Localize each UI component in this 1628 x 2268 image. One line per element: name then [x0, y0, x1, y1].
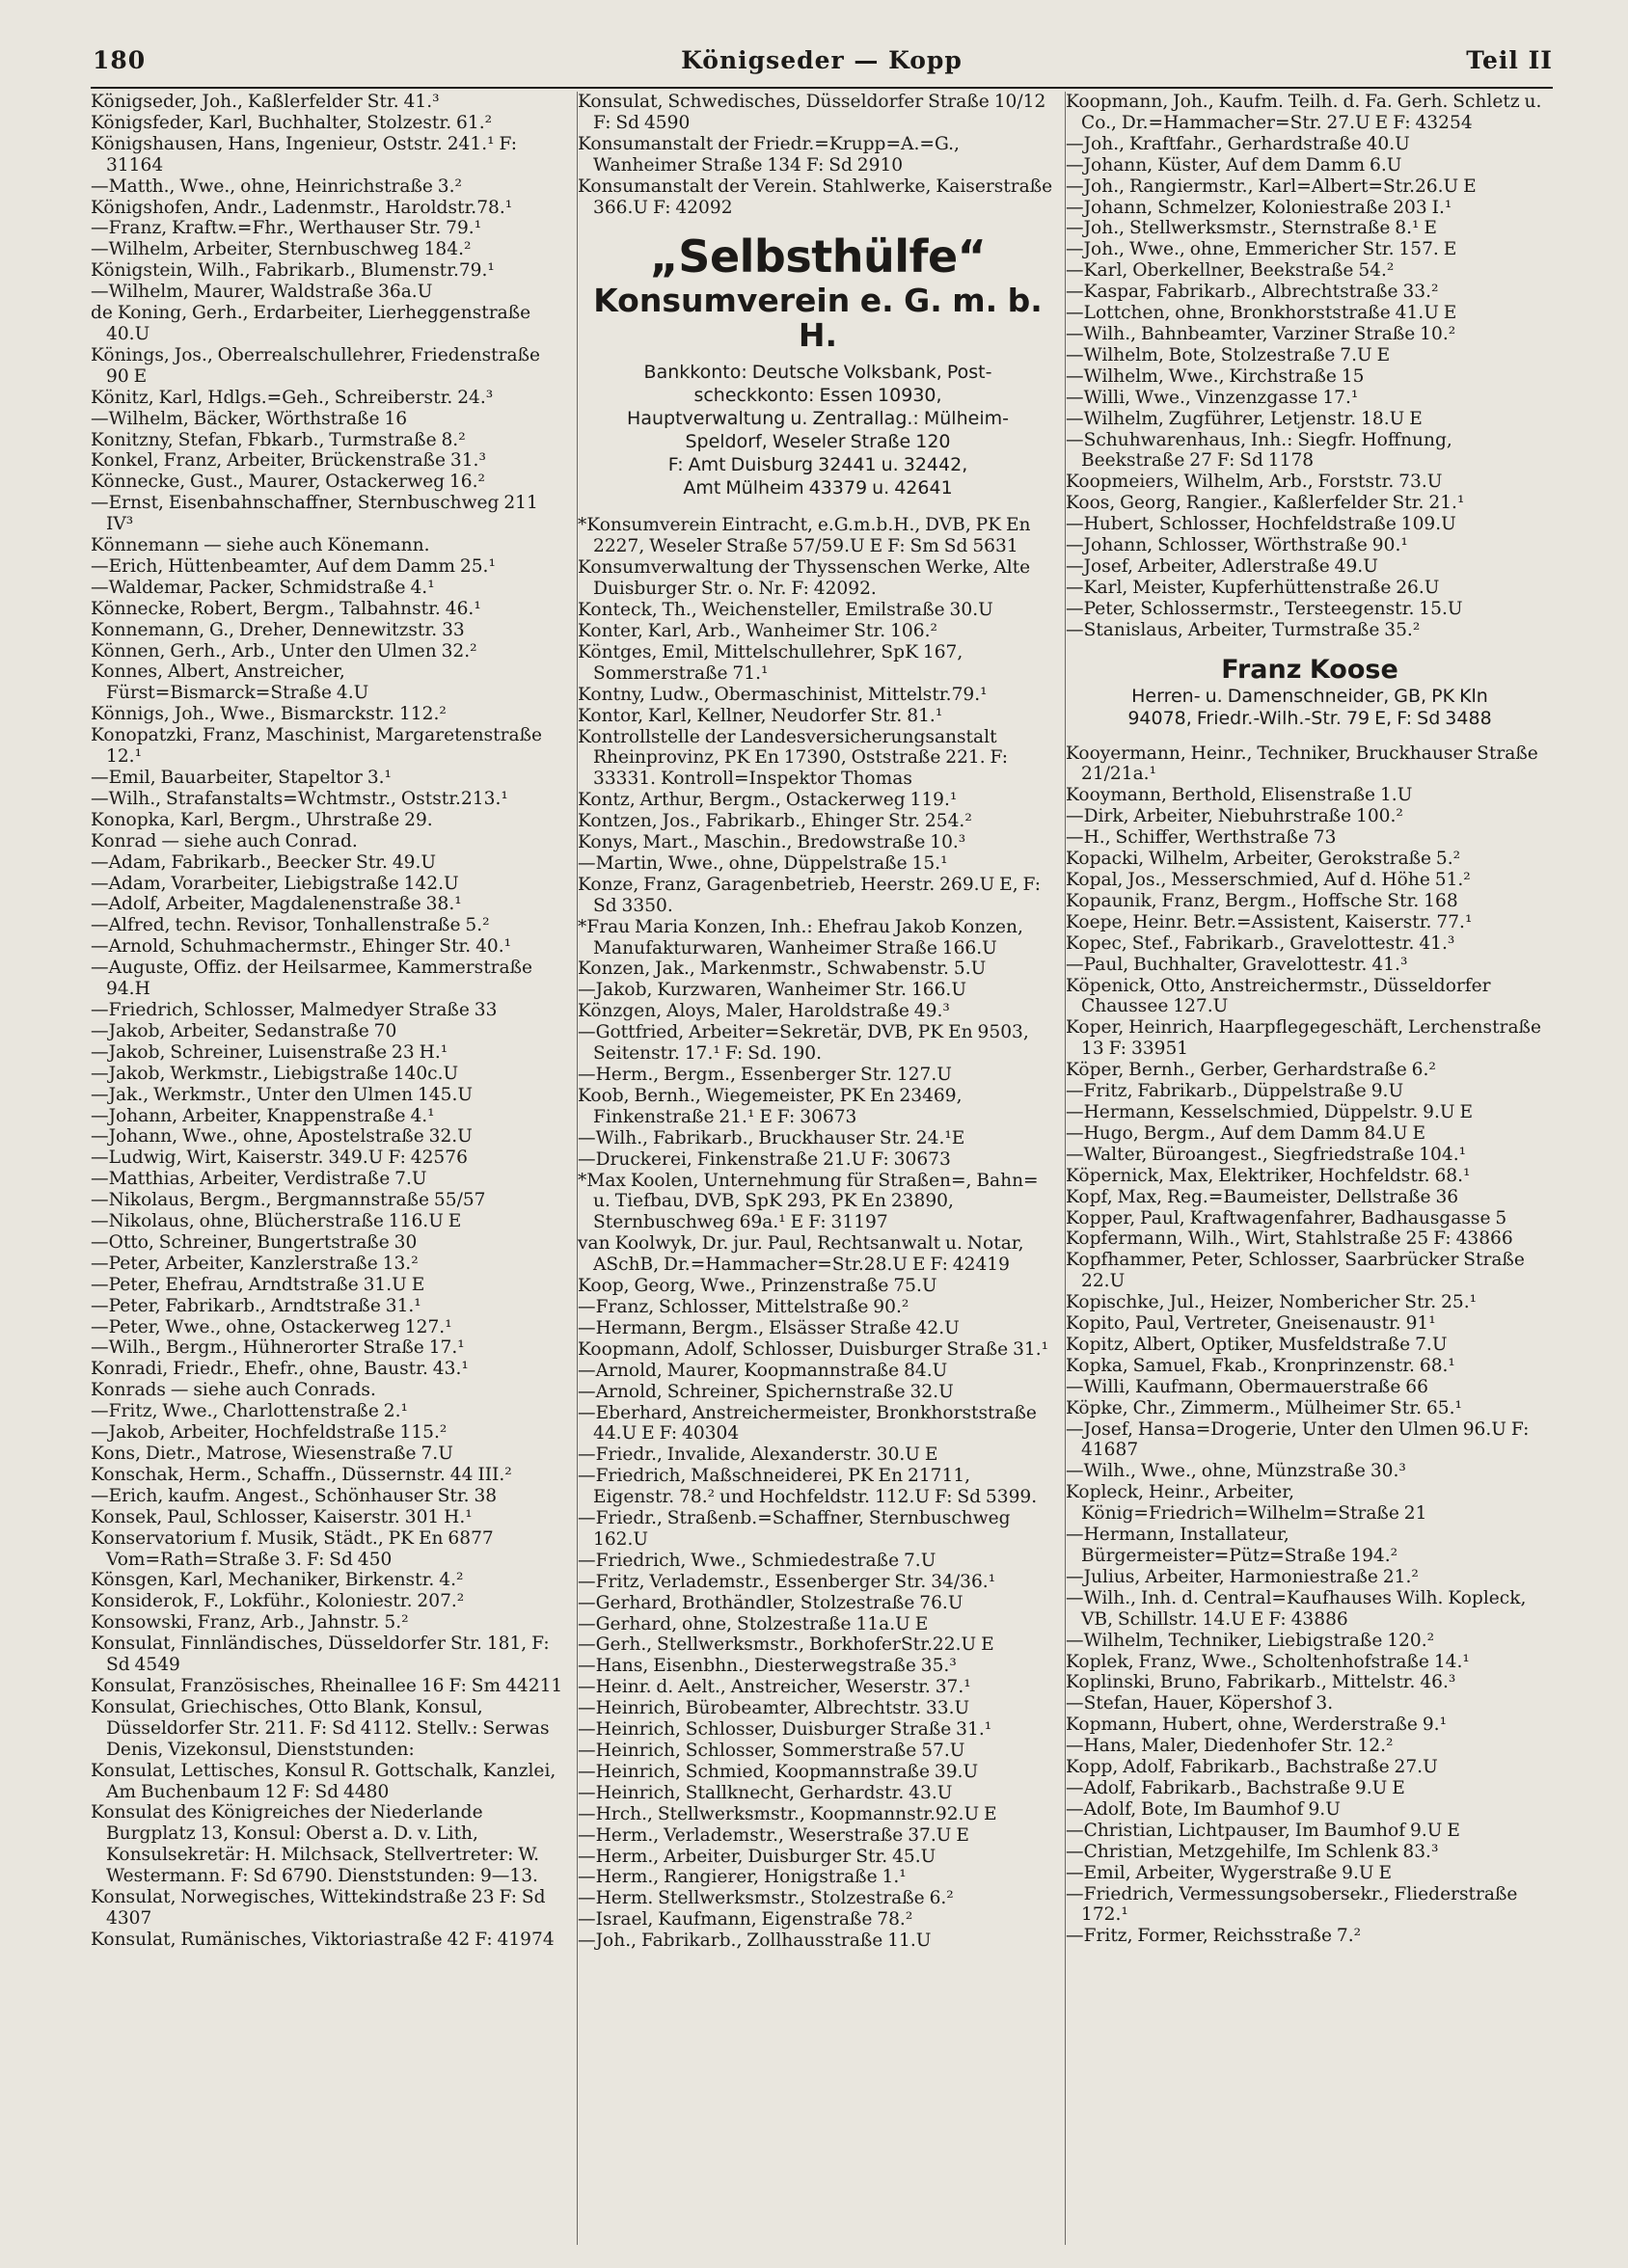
directory-entry: Koopmeiers, Wilhelm, Arb., Forststr. 73.U [1066, 472, 1443, 493]
directory-entry: Könings, Jos., Oberrealschullehrer, Friedenstraße 90 E [91, 344, 541, 387]
directory-entry: —Stefan, Hauer, Köpershof 3. [1066, 1693, 1334, 1714]
directory-entry: —Wilh., Bahnbeamter, Varziner Straße 10.² [1066, 323, 1456, 344]
directory-entry: Köpernick, Max, Elektriker, Hochfeldstr. 68.¹ [1066, 1165, 1471, 1186]
directory-entry: —Herm., Bergm., Essenberger Str. 127.U [578, 1065, 952, 1085]
directory-entry: —Nikolaus, Bergm., Bergmannstraße 55/57 [91, 1190, 486, 1211]
directory-entry: —Otto, Schreiner, Bungertstraße 30 [91, 1231, 418, 1253]
directory-entry: —Peter, Schlossermstr., Tersteegenstr. 15.U [1066, 598, 1463, 619]
column-3-top-entries [1066, 92, 1554, 641]
directory-entry: Kopaunik, Franz, Bergm., Hoffsche Str. 168 [1066, 890, 1458, 911]
advert-line: Bankkonto: Deutsche Volksbank, Post- [643, 362, 992, 384]
directory-entry: —Erich, Hüttenbeamter, Auf dem Damm 25.¹ [91, 555, 496, 577]
directory-entry: —Hermann, Bergm., Elsässer Straße 42.U [578, 1317, 960, 1338]
directory-entry: Koepe, Heinr. Betr.=Assistent, Kaiserstr. 77.¹ [1066, 911, 1473, 932]
directory-entry: —Peter, Arbeiter, Kanzlerstraße 13.² [91, 1253, 419, 1274]
directory-entry: Konsumanstalt der Verein. Stahlwerke, Kaiserstraße 366.U F: 42092 [578, 176, 1053, 218]
directory-entry: Königsfeder, Karl, Buchhalter, Stolzestr. 61.² [91, 112, 493, 133]
directory-entry: Koplek, Franz, Wwe., Scholtenhofstraße 14.¹ [1066, 1651, 1470, 1672]
directory-entry: Konsulat, Schwedisches, Düsseldorfer Straße 10/12 F: Sd 4590 [578, 92, 1046, 133]
directory-entry: —Jak., Werkmstr., Unter den Ulmen 145.U [91, 1084, 474, 1105]
directory-entry: —Stanislaus, Arbeiter, Turmstraße 35.² [1066, 619, 1421, 640]
advert-line: Hauptverwaltung u. Zentrallag.: Mülheim- [627, 408, 1009, 430]
directory-entry: Könnecke, Gust., Maurer, Ostackerweg 16.² [91, 472, 485, 493]
directory-entry: —Gottfried, Arbeiter=Sekretär, DVB, PK En 9503, Seitenstr. 17.¹ F: Sd. 190. [578, 1022, 1029, 1065]
directory-entry: —Hans, Eisenbhn., Diesterwegstraße 35.³ [578, 1656, 957, 1677]
directory-entry: —Hugo, Bergm., Auf dem Damm 84.U E [1066, 1122, 1426, 1144]
directory-entry: Konrad — siehe auch Conrad. [91, 830, 358, 851]
directory-entry: —Friedrich, Wwe., Schmiedestraße 7.U [578, 1550, 936, 1571]
directory-entry: —Auguste, Offiz. der Heilsarmee, Kammerstraße 94.H [91, 958, 533, 1000]
directory-entry: —Lottchen, ohne, Bronkhorststraße 41.U E [1066, 303, 1457, 324]
advert-details [1066, 686, 1554, 730]
directory-entry: Konsumanstalt der Friedr.=Krupp=A.=G., Wanheimer Straße 134 F: Sd 2910 [578, 133, 960, 176]
directory-entry: —Wilh., Bergm., Hühnerorter Straße 17.¹ [91, 1337, 465, 1359]
directory-entry: —Wilhelm, Maurer, Waldstraße 36a.U [91, 282, 433, 303]
directory-entry: —Herm., Verlademstr., Weserstraße 37.U E [578, 1824, 969, 1846]
directory-entry: —Arnold, Schuhmachermstr., Ehinger Str. 40.¹ [91, 936, 512, 958]
directory-entry: Köper, Bernh., Gerber, Gerhardstraße 6.² [1066, 1060, 1436, 1081]
directory-entry: Kopec, Stef., Fabrikarb., Gravelottestr. 41.³ [1066, 932, 1455, 954]
directory-entry: —Paul, Buchhalter, Gravelottestr. 41.³ [1066, 954, 1408, 975]
directory-entry: —Karl, Meister, Kupferhüttenstraße 26.U [1066, 577, 1440, 598]
directory-entry: —Franz, Kraftw.=Fhr., Werthauser Str. 79.¹ [91, 218, 482, 239]
directory-entry: Konsulat, Griechisches, Otto Blank, Konsul, Düsseldorfer Str. 211. F: Sd 4112. Stellv.: Serwas Denis, Vizekonsul, Dienststunden: [91, 1696, 550, 1760]
directory-entry: Kopp, Adolf, Fabrikarb., Bachstraße 27.U [1066, 1757, 1438, 1778]
advert-details [578, 361, 1058, 500]
advert-line: Speldorf, Weseler Straße 120 [685, 431, 951, 453]
advert-koose [1066, 655, 1554, 730]
directory-entry: Konsiderok, F., Lokführ., Koloniestr. 207.² [91, 1591, 465, 1612]
directory-entry: —Joh., Wwe., ohne, Emmericher Str. 157. E [1066, 239, 1457, 260]
directory-entry: Kopacki, Wilhelm, Arbeiter, Gerokstraße 5.² [1066, 849, 1461, 870]
directory-entry: Königshofen, Andr., Ladenmstr., Haroldstr.78.¹ [91, 197, 513, 218]
running-title: Königseder — Kopp [681, 46, 963, 74]
directory-entry: —Wilhelm, Arbeiter, Sternbuschweg 184.² [91, 239, 472, 260]
directory-entry: —Wilhelm, Bäcker, Wörthstraße 16 [91, 408, 408, 429]
directory-entry: —Gerhard, ohne, Stolzestraße 11a.U E [578, 1613, 929, 1634]
column-2 [577, 92, 1058, 2245]
directory-entry: Kontz, Arthur, Bergm., Ostackerweg 119.¹ [578, 790, 958, 811]
directory-entry: —Hubert, Schlosser, Hochfeldstraße 109.U [1066, 514, 1456, 535]
directory-entry: —Josef, Hansa=Drogerie, Unter den Ulmen 96.U F: 41687 [1066, 1418, 1530, 1461]
directory-entry: —Waldemar, Packer, Schmidstraße 4.¹ [91, 577, 435, 598]
directory-entry: —Peter, Fabrikarb., Arndtstraße 31.¹ [91, 1295, 421, 1316]
directory-entry: Kopfermann, Wilh., Wirt, Stahlstraße 25 F: 43866 [1066, 1228, 1513, 1250]
directory-entry: Koopmann, Joh., Kaufm. Teilh. d. Fa. Gerh. Schletz u. Co., Dr.=Hammacher=Str. 27.U E F: 43254 [1066, 92, 1542, 133]
directory-entry: —Friedrich, Schlosser, Malmedyer Straße 33 [91, 999, 498, 1020]
directory-entry: Kopper, Paul, Kraftwagenfahrer, Badhausgasse 5 [1066, 1207, 1507, 1228]
page-number: 180 [93, 46, 147, 74]
directory-entry: —Heinrich, Schlosser, Duisburger Straße 31.¹ [578, 1719, 992, 1741]
directory-entry: Kooyermann, Heinr., Techniker, Bruckhauser Straße 21/21a.¹ [1066, 742, 1538, 785]
directory-entry: Koob, Bernh., Wiegemeister, PK En 23469, Finkenstraße 21.¹ E F: 30673 [578, 1085, 963, 1127]
directory-entry: Koplinski, Bruno, Fabrikarb., Mittelstr. 46.³ [1066, 1672, 1456, 1693]
column-3 [1065, 92, 1554, 2245]
directory-entry: —Dirk, Arbeiter, Niebuhrstraße 100.² [1066, 806, 1403, 827]
directory-entry: Konsumverwaltung der Thyssenschen Werke, Alte Duisburger Str. o. Nr. F: 42092. [578, 557, 1031, 600]
directory-entry: —Peter, Ehefrau, Arndtstraße 31.U E [91, 1274, 425, 1295]
directory-entry: Konsulat, Lettisches, Konsul R. Gottschalk, Kanzlei, Am Buchenbaum 12 F: Sd 4480 [91, 1760, 556, 1802]
directory-entry: —Herm., Rangierer, Honigstraße 1.¹ [578, 1867, 907, 1888]
directory-entry: Konnes, Albert, Anstreicher, Fürst=Bismarck=Straße 4.U [91, 662, 369, 704]
directory-entry: —Jakob, Kurzwaren, Wanheimer Str. 166.U [578, 980, 967, 1001]
directory-entry: Köpke, Chr., Zimmerm., Mülheimer Str. 65.¹ [1066, 1397, 1462, 1418]
directory-entry: —Wilh., Inh. d. Central=Kaufhauses Wilh. Kopleck, VB, Schillstr. 14.U E F: 43886 [1066, 1587, 1527, 1630]
directory-entry: Kons, Dietr., Matrose, Wiesenstraße 7.U [91, 1444, 453, 1464]
advert-selbsthuelfe [578, 230, 1058, 500]
directory-entry: —Herm. Stellwerksmstr., Stolzestraße 6.² [578, 1888, 954, 1909]
directory-entry: —Schuhwarenhaus, Inh.: Siegfr. Hoffnung, Beekstraße 27 F: Sd 1178 [1066, 429, 1452, 472]
directory-entry: *Max Koolen, Unternehmung für Straßen=, Bahn= u. Tiefbau, DVB, SpK 293, PK En 23890, Sternbuschweg 69a.¹ E F: 31197 [578, 1170, 1039, 1233]
advert-line: scheckkonto: Essen 10930, [693, 385, 942, 407]
directory-entry: —Joh., Stellwerksmstr., Sternstraße 8.¹ E [1066, 218, 1437, 239]
directory-entry: Königseder, Joh., Kaßlerfelder Str. 41.³ [91, 92, 440, 112]
directory-entry: —Adolf, Arbeiter, Magdalenenstraße 38.¹ [91, 894, 462, 915]
directory-entry: Kopf, Max, Reg.=Baumeister, Dellstraße 36 [1066, 1186, 1459, 1207]
directory-entry: —Wilhelm, Zugführer, Letjenstr. 18.U E [1066, 408, 1423, 429]
directory-entry: —Israel, Kaufmann, Eigenstraße 78.² [578, 1909, 913, 1930]
directory-entry: —Gerhard, Brothändler, Stolzestraße 76.U [578, 1592, 963, 1613]
directory-entry: —Adolf, Bote, Im Baumhof 9.U [1066, 1798, 1341, 1820]
advert-line: Herren- u. Damenschneider, GB, PK Kln [1131, 685, 1488, 707]
part-label: Teil II [1466, 46, 1553, 74]
directory-entry: —Hrch., Stellwerksmstr., Koopmannstr.92.U E [578, 1803, 997, 1824]
directory-entry: —Matthias, Arbeiter, Verdistraße 7.U [91, 1169, 427, 1190]
directory-entry: —Heinr. d. Aelt., Anstreicher, Weserstr. 37.¹ [578, 1677, 971, 1698]
directory-entry: Königstein, Wilh., Fabrikarb., Blumenstr.79.¹ [91, 260, 495, 282]
directory-entry: —Friedrich, Maßschneiderei, PK En 21711, Eigenstr. 78.² und Hochfeldstr. 112.U F: Sd 5399. [578, 1466, 1038, 1508]
directory-entry: Konopka, Karl, Bergm., Uhrstraße 29. [91, 809, 433, 830]
directory-entry: —Emil, Bauarbeiter, Stapeltor 3.¹ [91, 768, 393, 788]
directory-entry: *Frau Maria Konzen, Inh.: Ehefrau Jakob Konzen, Manufakturwaren, Wanheimer Straße 166.U [578, 916, 1023, 958]
directory-entry: Konsowski, Franz, Arb., Jahnstr. 5.² [91, 1612, 409, 1634]
directory-entry: —Willi, Wwe., Vinzenzgasse 17.¹ [1066, 387, 1359, 408]
directory-entry: —Wilhelm, Techniker, Liebigstraße 120.² [1066, 1630, 1435, 1651]
directory-entry: —Heinrich, Stallknecht, Gerhardstr. 43.U [578, 1782, 953, 1803]
directory-entry: Könnemann — siehe auch Könemann. [91, 535, 430, 556]
directory-entry: Konter, Karl, Arb., Wanheimer Str. 106.² [578, 620, 937, 641]
directory-entry: —Josef, Arbeiter, Adlerstraße 49.U [1066, 555, 1378, 577]
directory-entry: —Friedr., Invalide, Alexanderstr. 30.U E [578, 1444, 938, 1466]
directory-entry: Kopmann, Hubert, ohne, Werderstraße 9.¹ [1066, 1714, 1448, 1736]
directory-entry: van Koolwyk, Dr. jur. Paul, Rechtsanwalt u. Notar, ASchB, Dr.=Hammacher=Str.28.U E F: 42419 [578, 1233, 1024, 1276]
directory-entry: —Fritz, Verlademstr., Essenberger Str. 34/36.¹ [578, 1571, 996, 1592]
directory-entry: Konitzny, Stefan, Fbkarb., Turmstraße 8.² [91, 429, 466, 450]
directory-entry: —Eberhard, Anstreichermeister, Bronkhorststraße 44.U E F: 40304 [578, 1402, 1037, 1444]
directory-entry: —Walter, Büroangest., Siegfriedstraße 104.¹ [1066, 1144, 1467, 1165]
directory-entry: —Fritz, Wwe., Charlottenstraße 2.¹ [91, 1401, 408, 1422]
directory-entry: —Peter, Wwe., ohne, Ostackerweg 127.¹ [91, 1316, 452, 1337]
directory-entry: Können, Gerh., Arb., Unter den Ulmen 32.² [91, 640, 477, 662]
directory-entry: Konsulat, Französisches, Rheinallee 16 F: Sm 44211 [91, 1675, 563, 1696]
page-header [91, 42, 1553, 89]
directory-entry: —Adam, Fabrikarb., Beecker Str. 49.U [91, 851, 437, 873]
directory-entry: Konsulat, Finnländisches, Düsseldorfer Str. 181, F: Sd 4549 [91, 1634, 550, 1676]
directory-entry: —H., Schiffer, Werthstraße 73 [1066, 827, 1337, 849]
directory-entry: —Jakob, Schreiner, Luisenstraße 23 H.¹ [91, 1041, 448, 1063]
directory-entry: —Erich, kaufm. Angest., Schönhauser Str. 38 [91, 1485, 498, 1506]
directory-entry: —Herm., Arbeiter, Duisburger Str. 45.U [578, 1846, 936, 1867]
directory-entry: Kopitz, Albert, Optiker, Musfeldstraße 7.U [1066, 1334, 1448, 1355]
directory-entry: —Martin, Wwe., ohne, Düppelstraße 15.¹ [578, 852, 948, 874]
directory-entry: Könitz, Karl, Hdlgs.=Geh., Schreiberstr. 24.³ [91, 387, 494, 408]
directory-entry: Konservatorium f. Musik, Städt., PK En 6877 Vom=Rath=Straße 3. F: Sd 450 [91, 1527, 494, 1570]
directory-entry: —Friedrich, Vermessungsobersekr., Fliederstraße 172.¹ [1066, 1883, 1518, 1926]
directory-entry: Könzgen, Aloys, Maler, Haroldstraße 49.³ [578, 1001, 950, 1022]
directory-entry: —Hans, Maler, Diedenhofer Str. 12.² [1066, 1736, 1394, 1757]
directory-entry: —Heinrich, Schmied, Koopmannstraße 39.U [578, 1761, 979, 1782]
directory-entry: —Karl, Oberkellner, Beekstraße 54.² [1066, 260, 1395, 282]
directory-entry: —Nikolaus, ohne, Blücherstraße 116.U E [91, 1211, 462, 1232]
directory-entry: Köpenick, Otto, Anstreichermstr., Düsseldorfer Chaussee 127.U [1066, 975, 1491, 1017]
directory-entry: —Kaspar, Fabrikarb., Albrechtstraße 33.² [1066, 282, 1439, 303]
directory-entry: Konschak, Herm., Schaffn., Düssernstr. 44 III.² [91, 1464, 512, 1485]
directory-entry: Konrads — siehe auch Conrads. [91, 1380, 376, 1401]
directory-entry: Konze, Franz, Garagenbetrieb, Heerstr. 269.U E, F: Sd 3350. [578, 874, 1042, 916]
directory-entry: Kontrollstelle der Landesversicherungsanstalt Rheinprovinz, PK En 17390, Oststraße 221. F: 33331. Kontroll=Inspektor Thomas [578, 726, 1009, 790]
directory-entry: —Alfred, techn. Revisor, Tonhallenstraße 5.² [91, 915, 490, 936]
advert-line: Amt Mülheim 43379 u. 42641 [683, 477, 953, 500]
directory-entry: —Friedr., Straßenb.=Schaffner, Sternbuschweg 162.U [578, 1508, 1011, 1550]
directory-entry: —Heinrich, Bürobeamter, Albrechtstr. 33.U [578, 1698, 970, 1719]
directory-entry: —Ernst, Eisenbahnschaffner, Sternbuschweg 211 IV³ [91, 493, 538, 535]
directory-entry: Koper, Heinrich, Haarpflegegeschäft, Lerchenstraße 13 F: 33951 [1066, 1017, 1541, 1060]
directory-entry: Koopmann, Adolf, Schlosser, Duisburger Straße 31.¹ [578, 1338, 1049, 1360]
directory-entry: —Joh., Rangiermstr., Karl=Albert=Str.26.U E [1066, 176, 1477, 197]
directory-entry: —Johann, Schmelzer, Koloniestraße 203 I.¹ [1066, 197, 1452, 218]
directory-entry: —Arnold, Schreiner, Spichernstraße 32.U [578, 1381, 954, 1402]
directory-entry: Konsulat des Königreiches der Niederlande Burgplatz 13, Konsul: Oberst a. D. v. Lith, Konsulsekretär: H. Milchsack, Stellvertreter: W. Westermann. F: Sd 6790. Dienststunden: 9—13. [91, 1802, 540, 1887]
directory-entry: Konys, Mart., Maschin., Bredowstraße 10.³ [578, 832, 966, 853]
directory-entry: Kontzen, Jos., Fabrikarb., Ehinger Str. 254.² [578, 811, 972, 832]
directory-entry: —Joh., Kraftfahr., Gerhardstraße 40.U [1066, 133, 1410, 154]
directory-entry: —Wilh., Strafanstalts=Wchtmstr., Oststr.213.¹ [91, 788, 508, 809]
advert-line: F: Amt Duisburg 32441 u. 32442, [667, 454, 968, 476]
directory-entry: Konsulat, Rumänisches, Viktoriastraße 42 F: 41974 [91, 1929, 555, 1950]
directory-entry: —Arnold, Maurer, Koopmannstraße 84.U [578, 1360, 948, 1381]
directory-entry: Kontor, Karl, Kellner, Neudorfer Str. 81.¹ [578, 705, 943, 726]
advert-title: „Selbsthülfe“ [649, 230, 987, 284]
directory-entry: —Johann, Küster, Auf dem Damm 6.U [1066, 154, 1402, 176]
directory-entry: Konopatzki, Franz, Maschinist, Margaretenstraße 12.¹ [91, 725, 543, 768]
directory-entry: —Johann, Arbeiter, Knappenstraße 4.¹ [91, 1105, 435, 1126]
directory-entry: Kopischke, Jul., Heizer, Nombericher Str. 25.¹ [1066, 1292, 1478, 1313]
directory-entry: —Wilh., Wwe., ohne, Münzstraße 30.³ [1066, 1461, 1406, 1482]
directory-entry: Koop, Georg, Wwe., Prinzenstraße 75.U [578, 1276, 937, 1297]
directory-entry: —Franz, Schlosser, Mittelstraße 90.² [578, 1296, 909, 1317]
directory-entry: —Johann, Schlosser, Wörthstraße 90.¹ [1066, 535, 1408, 556]
directory-entry: —Wilhelm, Bote, Stolzestraße 7.U E [1066, 344, 1391, 365]
directory-entry: —Jakob, Arbeiter, Hochfeldstraße 115.² [91, 1422, 448, 1444]
directory-entry: —Wilhelm, Wwe., Kirchstraße 15 [1066, 365, 1365, 387]
column-2-entries [578, 515, 1058, 1952]
directory-entry: Kopfhammer, Peter, Schlosser, Saarbrücker Straße 22.U [1066, 1250, 1525, 1292]
advert-line: 94078, Friedr.-Wilh.-Str. 79 E, F: Sd 3488 [1127, 707, 1492, 729]
advert-title: Franz Koose [1221, 654, 1398, 685]
directory-entry: —Wilh., Fabrikarb., Bruckhauser Str. 24.¹E [578, 1127, 965, 1148]
directory-entry: —Christian, Metzgehilfe, Im Schlenk 83.³ [1066, 1841, 1439, 1862]
directory-entry: —Joh., Fabrikarb., Zollhausstraße 11.U [578, 1930, 932, 1952]
directory-entry: Kontny, Ludw., Obermaschinist, Mittelstr.79.¹ [578, 684, 988, 705]
directory-entry: —Fritz, Former, Reichsstraße 7.² [1066, 1926, 1362, 1947]
directory-entry: Könnecke, Robert, Bergm., Talbahnstr. 46.¹ [91, 598, 481, 619]
directory-entry: Kopito, Paul, Vertreter, Gneisenaustr. 91¹ [1066, 1313, 1436, 1335]
directory-entry: Konteck, Th., Weichensteller, Emilstraße 30.U [578, 600, 993, 621]
directory-entry: Könnigs, Joh., Wwe., Bismarckstr. 112.² [91, 704, 447, 725]
column-3-entries [1066, 743, 1554, 1948]
directory-entry: —Hermann, Kesselschmied, Düppelstr. 9.U E [1066, 1101, 1474, 1122]
directory-entry: —Adam, Vorarbeiter, Liebigstraße 142.U [91, 873, 459, 894]
directory-entry: Konsek, Paul, Schlosser, Kaiserstr. 301 H.¹ [91, 1506, 473, 1527]
directory-entry: Kooymann, Berthold, Elisenstraße 1.U [1066, 785, 1413, 806]
directory-entry: —Johann, Wwe., ohne, Apostelstraße 32.U [91, 1126, 473, 1148]
directory-entry: —Druckerei, Finkenstraße 21.U F: 30673 [578, 1148, 951, 1170]
directory-entry: *Konsumverein Eintracht, e.G.m.b.H., DVB, PK En 2227, Weseler Straße 57/59.U E F: Sm Sd 5631 [578, 515, 1031, 557]
directory-entry: Kopal, Jos., Messerschmied, Auf d. Höhe 51.² [1066, 870, 1471, 890]
directory-entry: —Matth., Wwe., ohne, Heinrichstraße 3.² [91, 176, 462, 197]
directory-entry: de Koning, Gerh., Erdarbeiter, Lierheggenstraße 40.U [91, 303, 531, 344]
directory-entry: —Fritz, Fabrikarb., Düppelstraße 9.U [1066, 1081, 1404, 1102]
directory-entry: —Hermann, Installateur, Bürgermeister=Pütz=Straße 194.² [1066, 1525, 1398, 1566]
directory-entry: Konradi, Friedr., Ehefr., ohne, Baustr. 43.¹ [91, 1359, 469, 1380]
directory-entry: Konnemann, G., Dreher, Dennewitzstr. 33 [91, 619, 465, 640]
directory-entry: Könsgen, Karl, Mechaniker, Birkenstr. 4.² [91, 1570, 464, 1591]
directory-entry: —Jakob, Arbeiter, Sedanstraße 70 [91, 1020, 397, 1041]
directory-entry: Konzen, Jak., Markenmstr., Schwabenstr. 5.U [578, 958, 987, 980]
directory-entry: Konkel, Franz, Arbeiter, Brückenstraße 31.³ [91, 450, 486, 472]
directory-entry: Kopleck, Heinr., Arbeiter, König=Friedrich=Wilhelm=Straße 21 [1066, 1482, 1427, 1525]
directory-entry: —Julius, Arbeiter, Harmoniestraße 21.² [1066, 1566, 1419, 1587]
directory-entry: —Christian, Lichtpauser, Im Baumhof 9.U E [1066, 1820, 1460, 1841]
directory-entry: —Gerh., Stellwerksmstr., BorkhoferStr.22.U E [578, 1634, 994, 1656]
directory-entry: Köntges, Emil, Mittelschullehrer, SpK 167, Sommerstraße 71.¹ [578, 641, 963, 684]
directory-entry: —Willi, Kaufmann, Obermauerstraße 66 [1066, 1376, 1428, 1397]
column-2-top-entries [578, 92, 1058, 218]
column-1 [91, 92, 569, 2245]
directory-entry: —Adolf, Fabrikarb., Bachstraße 9.U E [1066, 1777, 1405, 1798]
directory-entry: Koos, Georg, Rangier., Kaßlerfelder Str. 21.¹ [1066, 493, 1465, 514]
directory-entry: —Heinrich, Schlosser, Sommerstraße 57.U [578, 1741, 965, 1761]
advert-subtitle: Konsumverein e. G. m. b. H. [593, 282, 1043, 355]
directory-entry: —Emil, Arbeiter, Wygerstraße 9.U E [1066, 1862, 1393, 1883]
directory-entry: Kopka, Samuel, Fkab., Kronprinzenstr. 68.¹ [1066, 1355, 1455, 1376]
directory-entry: Königshausen, Hans, Ingenieur, Oststr. 241.¹ F: 31164 [91, 133, 517, 176]
directory-entry: —Ludwig, Wirt, Kaiserstr. 349.U F: 42576 [91, 1148, 468, 1169]
directory-entry: Konsulat, Norwegisches, Wittekindstraße 23 F: Sd 4307 [91, 1887, 546, 1929]
directory-entry: —Jakob, Werkmstr., Liebigstraße 140c.U [91, 1063, 459, 1084]
